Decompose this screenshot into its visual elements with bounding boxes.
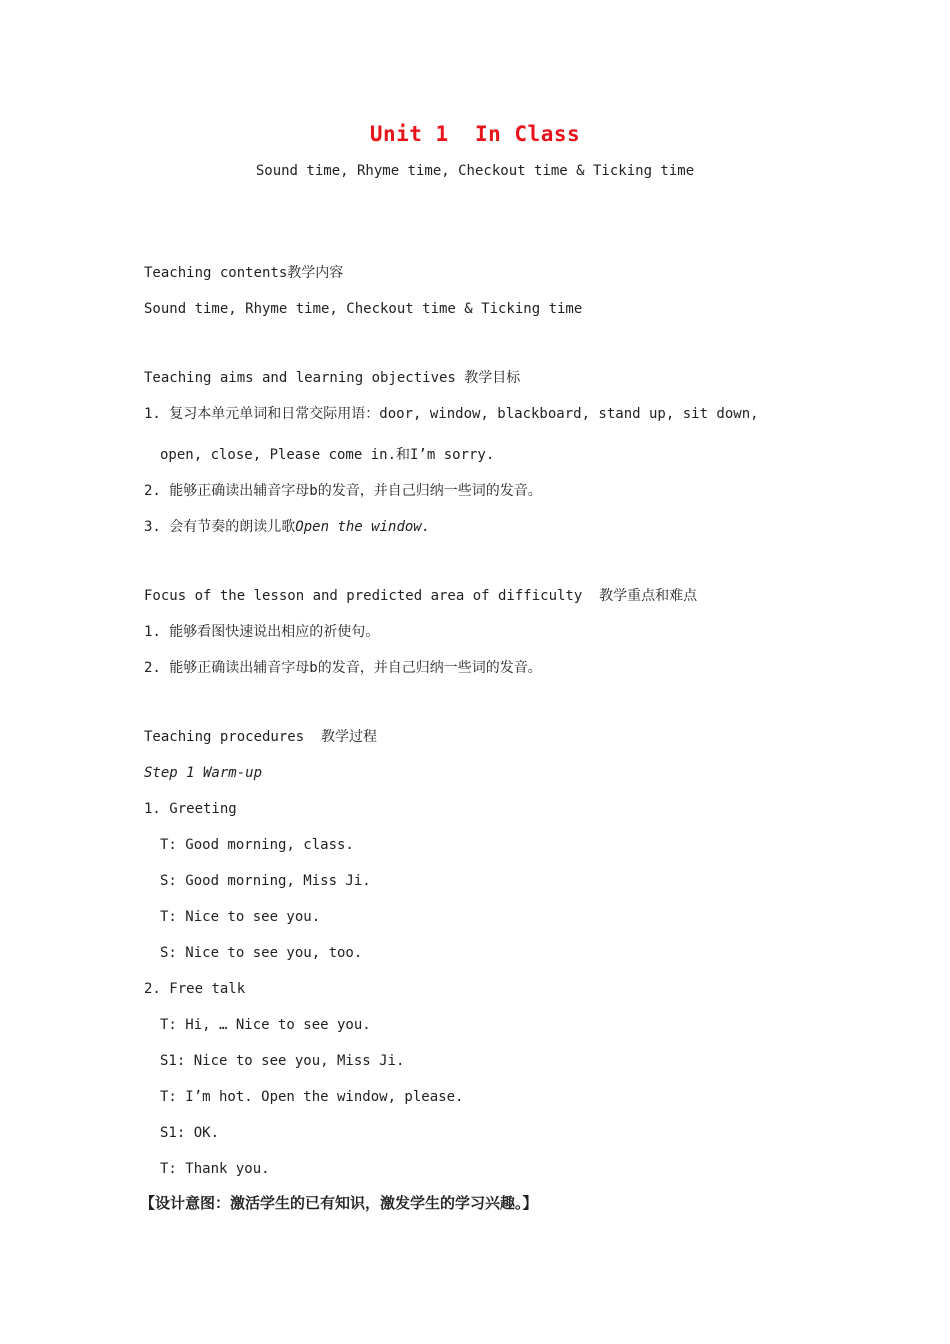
rhyme-title: Open the window. [295,519,431,535]
dialogue-line: S: Good morning, Miss Ji. [160,873,371,889]
dialogue-line: T: Hi, … Nice to see you. [160,1017,371,1033]
aims-item-1: 1. 复习本单元单词和日常交际用语：door, window, blackboard, stand up, sit down, [144,406,759,422]
focus-heading: Focus of the lesson and predicted area of difficulty 教学重点和难点 [144,588,698,604]
free-talk-heading: 2. Free talk [144,981,246,997]
dialogue-line: S1: OK. [160,1125,220,1141]
aims-item-1-cont: open, close, Please come in.和I’m sorry. [160,447,495,463]
greeting-heading: 1. Greeting [144,801,237,817]
dialogue-line: T: Thank you. [160,1161,270,1177]
aims-item-3-prefix: 3. 会有节奏的朗读儿歌 [144,519,296,535]
dialogue-line: T: Good morning, class. [160,837,354,853]
page-subtitle: Sound time, Rhyme time, Checkout time & Ticking time [255,163,695,179]
contents-text: Sound time, Rhyme time, Checkout time & Ticking time [144,301,583,317]
focus-item-1: 1. 能够看图快速说出相应的祈使句。 [144,624,380,640]
aims-heading: Teaching aims and learning objectives 教学目标 [144,370,521,386]
procedures-heading: Teaching procedures 教学过程 [144,729,378,745]
aims-item-3 [144,517,430,537]
dialogue-line: S1: Nice to see you, Miss Ji. [160,1053,405,1069]
page-title: Unit 1 In Class [369,122,581,146]
aims-item-2: 2. 能够正确读出辅音字母b的发音，并自己归纳一些词的发音。 [144,483,542,499]
dialogue-line: T: Nice to see you. [160,909,321,925]
design-note: 【设计意图：激活学生的已有知识，激发学生的学习兴趣。】 [140,1194,538,1212]
contents-heading: Teaching contents教学内容 [144,265,344,281]
dialogue-line: T: I’m hot. Open the window, please. [160,1089,464,1105]
step-1-heading: Step 1 Warm-up [144,765,263,781]
focus-item-2: 2. 能够正确读出辅音字母b的发音，并自己归纳一些词的发音。 [144,660,542,676]
dialogue-line: S: Nice to see you, too. [160,945,363,961]
